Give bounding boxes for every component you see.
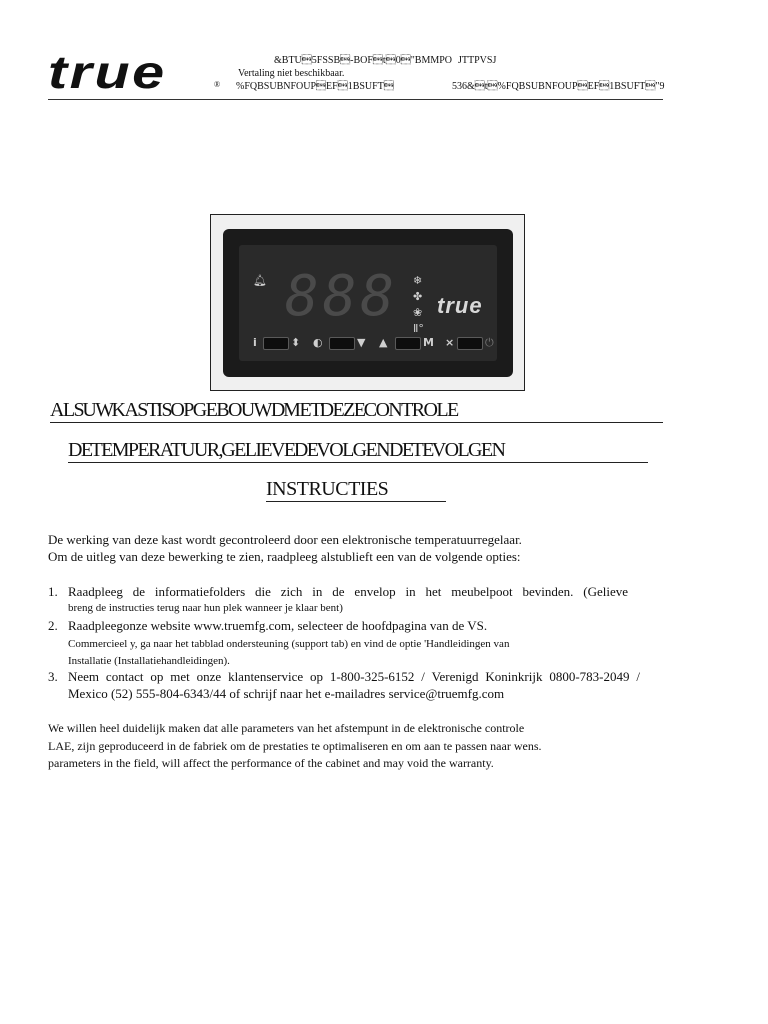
list-item-2-line-2: Commercieel y, ga naar het tabblad ondersteuning (support tab) en vind de optie 'Handleidingen van	[68, 638, 510, 650]
controller-logo: true	[437, 293, 483, 318]
header-line-3-right: 536&t%FQBSUBNFOUPEF1BSUFT"9	[452, 81, 665, 92]
logo-text: true	[48, 46, 167, 98]
intro-line-1: De werking van deze kast wordt gecontroleerd door een elektronische temperatuurregelaar.	[48, 532, 522, 547]
heading-2: DE TEMPERATUUR, GELIEVE DE VOLGENDE TE VOLGEN	[68, 438, 648, 463]
power-icon: ⏻	[485, 336, 494, 349]
alarm-bell-icon: 🔔︎	[253, 274, 267, 287]
heading-1: ALS UW KAST IS OPGEBOUWD MET DEZE CONTROLE	[50, 398, 663, 423]
closing-line-1: We willen heel duidelijk maken dat alle parameters van het afstempunt in de elektronische controle	[48, 721, 525, 735]
header-line-1: &BTU5FSSB-BOFt0"BMMPO	[274, 55, 453, 66]
up-arrow-icon: ▲	[379, 336, 388, 349]
aux-icon: Ⅱ°	[413, 322, 424, 335]
cancel-label: ×	[445, 336, 455, 349]
intro-line-2: Om de uitleg van deze bewerking te zien, raadpleeg alstublieft een van de volgende opties:	[48, 549, 521, 564]
closing-line-2: LAE, zijn geproduceerd in de fabriek om de prestaties te optimaliseren en om aan te passen naar wens.	[48, 739, 542, 753]
display-digits: 888	[285, 264, 399, 329]
set-button	[329, 337, 355, 350]
fan-icon: ✤	[413, 290, 423, 303]
list-item-3-line-2: Mexico (52) 555-804-6343/44 of schrijf naar het e-mailadres service@truemfg.com	[68, 686, 505, 701]
up-down-icon: ⬍	[291, 336, 301, 349]
light-icon: ◐	[313, 336, 323, 349]
info-label: i	[253, 336, 257, 349]
up-button	[395, 337, 421, 350]
controller-housing	[223, 229, 513, 377]
info-button	[263, 337, 289, 350]
header-line-2: Vertaling niet beschikbaar.	[238, 68, 345, 79]
list-item-1-number: 1.	[48, 584, 58, 599]
defrost-icon: ❀	[413, 306, 423, 319]
heading-instructies: INSTRUCTIES	[266, 477, 446, 502]
list-item-2-line-1: Raadpleegonze website www.truemfg.com, selecteer de hoofdpagina van de VS.	[68, 618, 488, 633]
closing-line-3: parameters in the field, will affect the performance of the cabinet and may void the warranty.	[48, 756, 494, 770]
down-arrow-icon: ▼	[357, 336, 366, 349]
header-line-3: %FQBSUBNFOUPEF1BSUFT	[236, 81, 394, 92]
list-item-2-number: 2.	[48, 618, 58, 633]
controller-panel	[239, 245, 497, 361]
true-logo	[48, 46, 223, 98]
controller-photo	[210, 214, 525, 391]
header-divider	[48, 99, 663, 100]
list-item-2-line-3: Installatie (Installatiehandleidingen).	[68, 655, 230, 667]
mode-label: M	[423, 336, 434, 349]
power-button	[457, 337, 483, 350]
header-line-1-right: JTTPVSJ	[458, 55, 497, 66]
list-item-3-number: 3.	[48, 669, 58, 684]
registered-mark: ®	[214, 80, 221, 89]
list-item-1-line-2: breng de instructies terug naar hun plek wanneer je klaar bent)	[68, 602, 343, 614]
list-item-3-line-1: Neem contact op met onze klantenservice op 1-800-325-6152 / Verenigd Koninkrijk 0800-783-2049 /	[68, 669, 640, 684]
snowflake-icon: ❄	[413, 274, 423, 287]
list-item-1-line-1: Raadpleeg de informatiefolders die zich in de envelop in het meubelpoot bevinden. (Gelieve	[68, 584, 628, 599]
